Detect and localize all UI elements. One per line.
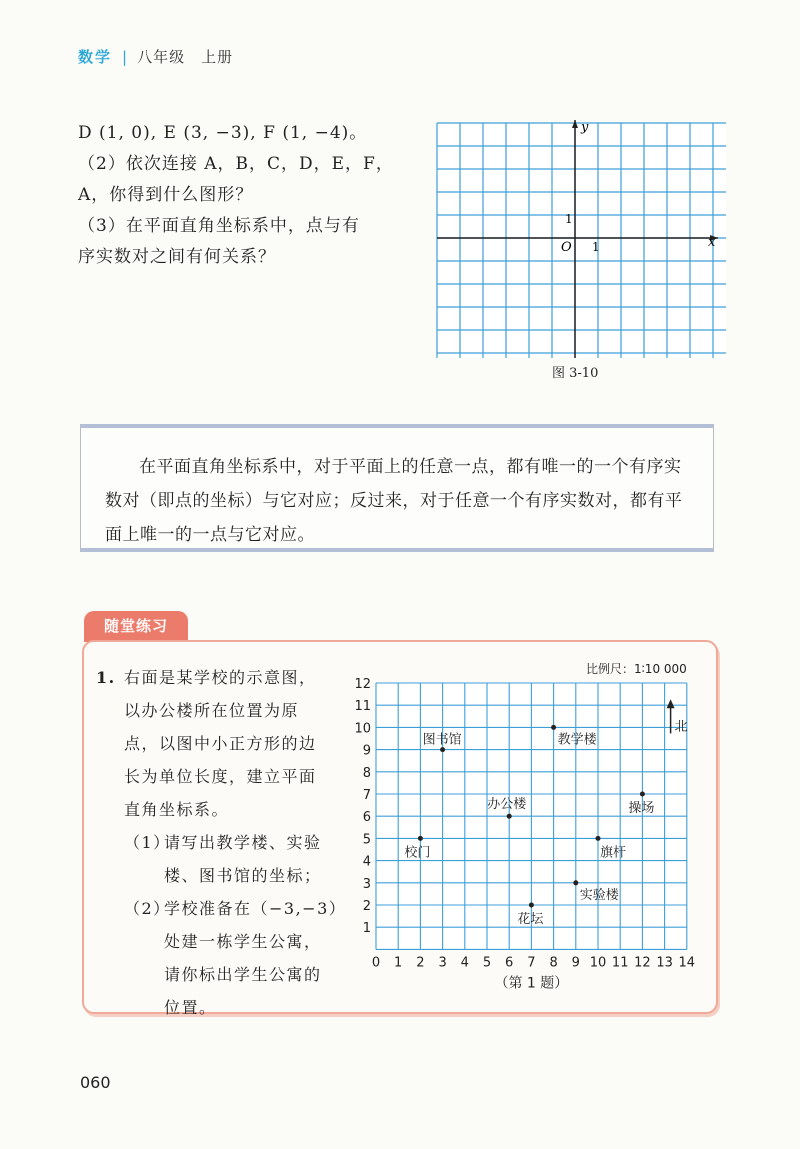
map-point-marker (596, 836, 601, 841)
grade-label: 八年级 上册 (137, 48, 234, 66)
map-point-marker (573, 880, 578, 885)
map-x-tick-label: 4 (460, 955, 469, 971)
sub-question-1-label: （1） (124, 833, 171, 852)
header-separator: | (122, 48, 128, 66)
question-line-4: （3）在平面直角坐标系中，点与有 (78, 216, 360, 236)
exercise-line-4: 长为单位长度，建立平面 (124, 767, 317, 786)
sub-question-2-line-2: 处建一栋学生公寓， (164, 932, 322, 951)
map-point-label: 操场 (628, 801, 655, 816)
practice-tag: 随堂练习 (84, 611, 188, 642)
map-y-tick-label: 12 (354, 677, 371, 692)
map-point-label: 办公楼 (487, 797, 527, 813)
question-line-1: D (1, 0), E (3, −3), F (1, −4)。 (78, 123, 368, 143)
sub-question-2-line-3: 请你标出学生公寓的 (164, 965, 322, 984)
map-x-tick-label: 13 (656, 955, 673, 971)
exercise-line-5: 直角坐标系。 (124, 800, 230, 819)
exercise-number: 1. (96, 668, 116, 687)
sub-question-1-line-2: 楼、图书馆的坐标； (164, 866, 322, 885)
map-x-tick-label: 7 (527, 955, 536, 971)
map-x-tick-label: 9 (571, 955, 580, 971)
page-number: 060 (80, 1073, 111, 1092)
map-x-tick-label: 2 (416, 955, 425, 971)
map-x-tick-label: 12 (634, 955, 651, 971)
map-x-tick-label: 11 (611, 955, 629, 971)
map-x-tick-label: 6 (505, 955, 514, 971)
school-map (350, 655, 710, 995)
map-x-tick-label: 5 (482, 955, 492, 971)
map-y-tick-label: 6 (362, 810, 371, 826)
map-point-marker (418, 836, 423, 841)
y-axis-label: y (581, 120, 589, 135)
map-y-tick-label: 4 (362, 854, 371, 870)
question-line-3: A，你得到什么图形？ (78, 185, 254, 205)
map-y-tick-label: 7 (362, 788, 371, 803)
page-header (78, 46, 233, 67)
map-y-tick-label: 10 (354, 721, 371, 737)
sub-question-2-line-4: 位置。 (164, 998, 217, 1017)
map-point-label: 校门 (404, 845, 431, 861)
north-label: 北 (674, 719, 688, 735)
origin-label: O (561, 240, 572, 255)
map-point-label: 旗杆 (600, 845, 627, 861)
sub-question-2-line-1: 学校准备在（−3,−3） (164, 899, 347, 918)
map-x-tick-label: 8 (549, 955, 558, 971)
sub-question-2-label: （2） (124, 899, 171, 918)
map-y-tick-label: 1 (362, 921, 371, 937)
map-point-label: 花坛 (517, 912, 544, 927)
grid-background (437, 123, 726, 358)
map-y-tick-label: 8 (362, 765, 371, 781)
map-point-marker (529, 903, 534, 908)
figure-3-10-caption: 图 3-10 (552, 366, 599, 381)
y-unit-label: 1 (565, 212, 573, 226)
subject-label: 数学 (78, 48, 113, 66)
map-x-tick-label: 0 (371, 955, 381, 971)
map-y-tick-label: 2 (362, 899, 371, 914)
map-point-label: 教学楼 (557, 732, 597, 748)
map-y-tick-label: 5 (362, 832, 371, 848)
question-line-5: 序实数对之间有何关系？ (78, 247, 276, 267)
exercise-line-3: 点，以图中小正方形的边 (124, 734, 317, 753)
map-scale-label: 比例尺：1∶10 000 (586, 662, 687, 676)
exercise-line-1: 右面是某学校的示意图， (124, 668, 317, 687)
map-x-tick-label: 10 (589, 955, 607, 971)
map-x-tick-label: 3 (438, 955, 447, 971)
map-point-label: 实验楼 (579, 887, 619, 903)
map-y-tick-label: 3 (362, 876, 371, 892)
map-point-marker (640, 792, 645, 797)
x-unit-label: 1 (592, 240, 600, 254)
concept-box (80, 424, 714, 552)
exercise-line-2: 以办公楼所在位置为原 (124, 701, 300, 720)
x-axis-label: x (708, 235, 716, 250)
map-x-tick-label: 14 (678, 955, 696, 971)
map-y-tick-label: 11 (354, 699, 371, 715)
map-point-label: 图书馆 (422, 732, 462, 748)
map-point-marker (551, 725, 556, 730)
concept-text: 在平面直角坐标系中，对于平面上的任意一点，都有唯一的一个有序实数对（即点的坐标）与它对应；反过来，对于任意一个有序实数对，都有平面上唯一的一点与它对应。 (105, 457, 683, 545)
map-point-marker (440, 747, 445, 752)
map-caption: （第 1 题） (494, 975, 569, 992)
map-y-tick-label: 9 (362, 743, 371, 759)
question-line-2: （2）依次连接 A，B，C，D，E，F， (78, 154, 394, 174)
figure-3-10-grid (436, 118, 726, 358)
sub-question-1-line-1: 请写出教学楼、实验 (164, 833, 322, 852)
map-point-marker (507, 814, 512, 819)
map-x-tick-label: 1 (394, 955, 403, 971)
